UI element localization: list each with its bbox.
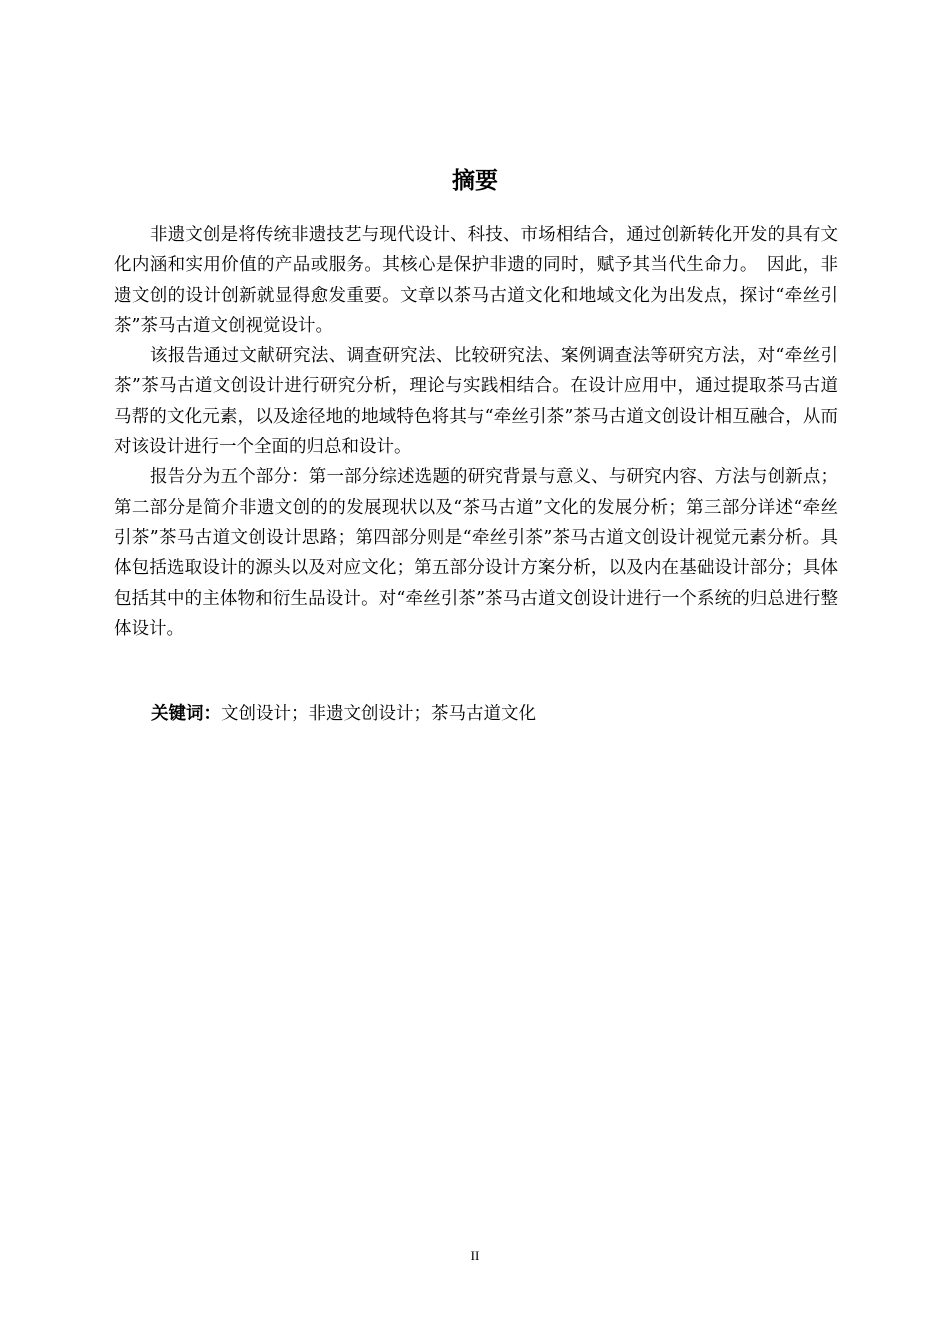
- abstract-title: 摘要: [452, 168, 498, 194]
- keywords-label: 关键词：: [151, 704, 221, 724]
- abstract-paragraph-3: 报告分为五个部分：第一部分综述选题的研究背景与意义、与研究内容、方法与创新点；第二部分是简介非遗文创的的发展现状以及“茶马古道”文化的发展分析；第三部分详述“牵丝引茶”茶马古道文创设计思路；第四部分则是“牵丝引茶”茶马古道文创设计视觉元素分析。具体包括选取设计的源头以及对应文化；第五部分设计方案分析，以及内在基础设计部分；具体包括其中的主体物和衍生品设计。对“牵丝引茶”茶马古道文创设计进行一个系统的归总进行整体设计。: [114, 467, 838, 639]
- keywords-line: [151, 699, 536, 729]
- abstract-paragraph-2: 该报告通过文献研究法、调查研究法、比较研究法、案例调查法等研究方法，对“牵丝引茶”茶马古道文创设计进行研究分析，理论与实践相结合。在设计应用中，通过提取茶马古道马帮的文化元素，以及途径地的地域特色将其与“牵丝引茶”茶马古道文创设计相互融合，从而对该设计进行一个全面的归总和设计。: [114, 346, 838, 458]
- page-number: II: [470, 1248, 480, 1263]
- abstract-body: [114, 220, 838, 644]
- keywords-text: 文创设计；非遗文创设计；茶马古道文化: [221, 704, 536, 724]
- abstract-paragraph-1: 非遗文创是将传统非遗技艺与现代设计、科技、市场相结合，通过创新转化开发的具有文化内涵和实用价值的产品或服务。其核心是保护非遗的同时，赋予其当代生命力。 因此，非遗文创的设计创新就显得愈发重要。文章以茶马古道文化和地域文化为出发点，探讨“牵丝引茶”茶马古道文创视觉设计。: [114, 225, 838, 336]
